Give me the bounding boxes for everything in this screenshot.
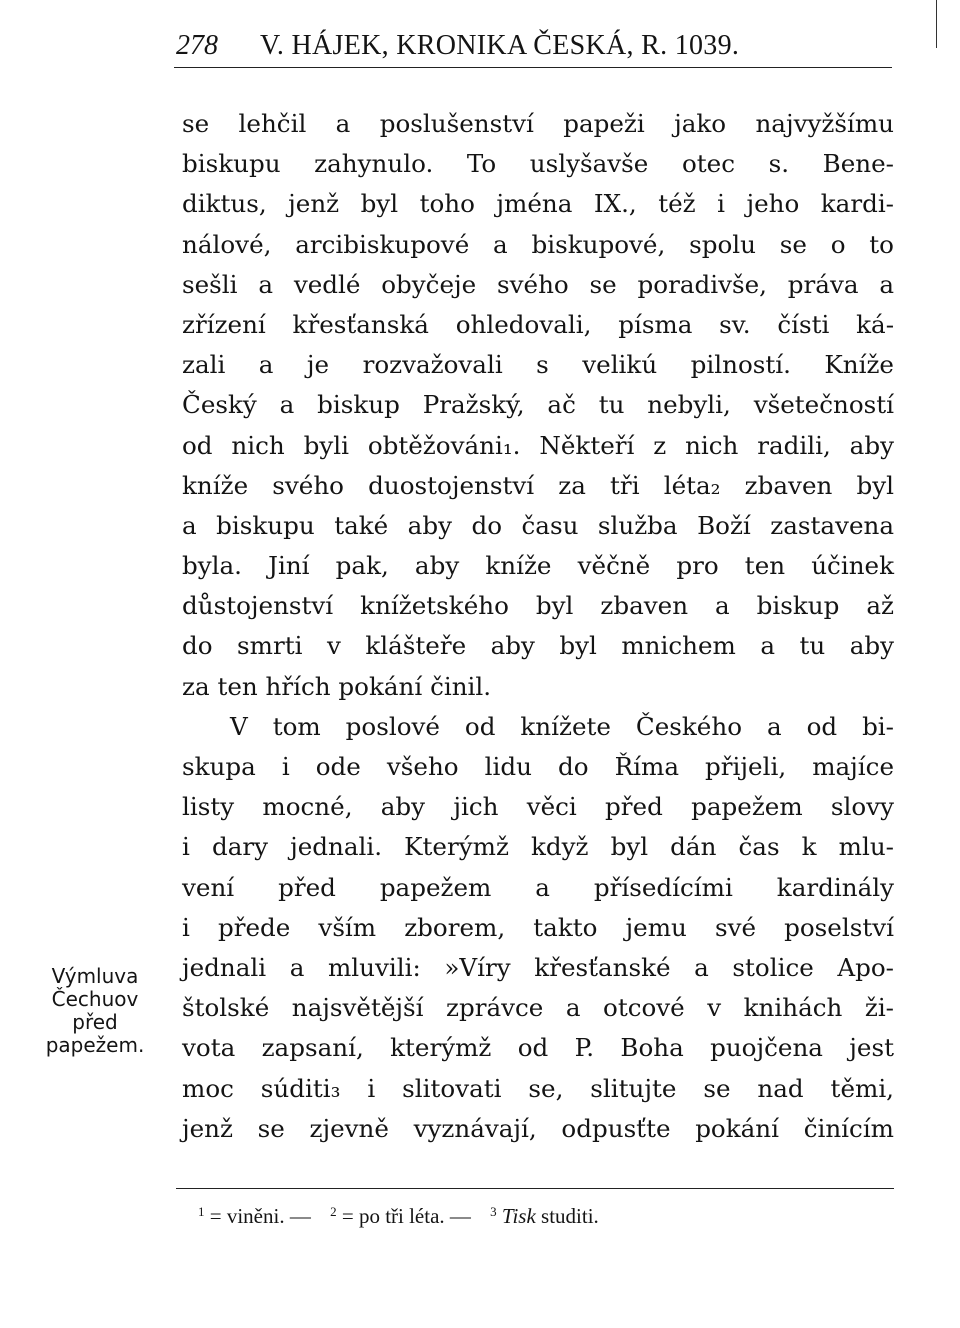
text-line: sešli a vedlé obyčeje svého se poradivše, práva a (182, 269, 894, 299)
paragraph-start-line: V tom poslové od knížete Českého a od bi- (230, 711, 894, 741)
text-line: byla. Jiní pak, aby kníže věčně pro ten účinek (182, 551, 894, 581)
page-edge-line (936, 0, 937, 48)
text-line: moc súditi₃ i slitovati se, slitujte se nad těmi, (182, 1073, 894, 1103)
footnote-mark: 1 (198, 1204, 205, 1219)
text-line: i dary jednali. Kterýmž když byl dán čas k mlu- (182, 832, 894, 862)
footnote-3: $^3$ Tisk studiti. (490, 1204, 599, 1228)
text-line: do smrti v klášteře aby byl mnichem a tu aby (182, 631, 894, 661)
text-line: i přede vším zborem, takto jemu své poselství (182, 912, 894, 942)
text-line: biskupu zahynulo. To uslyšavše otec s. Bene- (182, 149, 894, 179)
marginal-note-line: před (72, 1010, 118, 1034)
text-line: vení před papežem a přísedícími kardinály (182, 872, 894, 902)
page-header (176, 28, 896, 68)
text-line: Český a biskup Pražský, ač tu nebyli, všetečností (182, 390, 894, 420)
footnote-mark: 3 (490, 1204, 497, 1219)
text-line: důstojenství knížetského byl zbaven a biskup až (182, 591, 894, 621)
header-rule (174, 67, 892, 68)
text-line: jenž se zjevně vyznávají, odpusťte pokání činícím (182, 1113, 894, 1143)
page-number: 278 (176, 30, 218, 61)
text-line: vota zapsaní, kterýmž od P. Boha puojčena jest (182, 1033, 894, 1063)
footnote-mark: 2 (330, 1204, 337, 1219)
footnote-2: $^2$ = po tři léta. — (330, 1204, 471, 1228)
running-title: V. HÁJEK, KRONIKA ČESKÁ, R. 1039. (260, 30, 740, 61)
text-line: kníže svého duostojenství za tři léta₂ zbaven byl (182, 470, 894, 500)
text-line: zřízení křesťanská ohledovali, písma sv. čísti ká- (182, 309, 894, 339)
body-text (182, 104, 894, 1149)
footnote-1: $^1$ = viněni. — (198, 1204, 311, 1228)
text-line: zali a je rozvažovali s velikú pilností. Kníže (182, 350, 894, 380)
paragraph-end-line: za ten hřích pokání činil. (182, 671, 492, 701)
text-line: a biskupu také aby do času služba Boží zastavena (182, 510, 894, 540)
text-line: listy mocné, aby jich věci před papežem slovy (182, 792, 894, 822)
text-line: štolské najsvětější zprávce a otcové v knihách ži- (182, 993, 894, 1023)
marginal-note-line: Výmluva (51, 964, 139, 988)
text-line: od nich byli obtěžováni₁. Někteří z nich radili, aby (182, 430, 894, 460)
footnotes (198, 1204, 898, 1229)
text-line: skupa i ode všeho lidu do Říma přijeli, majíce (182, 752, 894, 781)
marginal-note-line: Čechuov (51, 987, 139, 1011)
marginal-note-line: papežem. (45, 1033, 145, 1057)
footnote-rule (176, 1188, 894, 1189)
marginal-note (30, 965, 160, 1057)
text-line: diktus, jenž byl toho jména IX., též i jeho kardi- (182, 189, 894, 219)
text-line: se lehčil a poslušenství papeži jako najvyžšímu (182, 109, 894, 138)
text-line: jednali a mluvili: »Víry křesťanské a stolice Apo- (182, 952, 894, 982)
text-line: nálové, arcibiskupové a biskupové, spolu se o to (182, 229, 894, 259)
